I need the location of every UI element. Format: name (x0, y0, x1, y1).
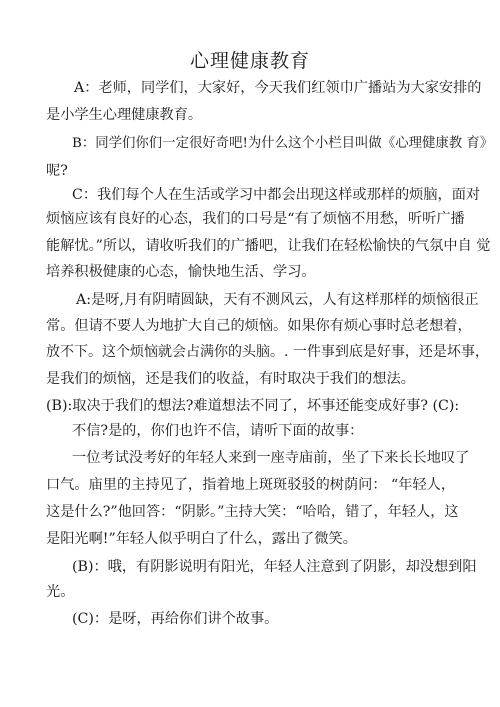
text-line-14: 不信?是的，你们也许不信，请听下面的故事： (72, 423, 364, 439)
text-line-17: 这是什么?”他回答：“阴影。”主持大笑：“哈哈，错了，年轻人，这 (46, 504, 459, 520)
text-line-1: A：老师，同学们，大家好，今天我们红领巾广播站为大家安排的 (74, 80, 482, 96)
text-line-18: 是阳光啊!”年轻人似乎明白了什么，露出了微笑。 (46, 531, 357, 547)
text-line-12: 是我们的烦恼，还是我们的收益，有时取决于我们的想法。 (46, 371, 415, 387)
text-line-9: A:是呀,月有阴晴圆缺，天有不测风云，人有这样那样的烦恼很正 (76, 292, 479, 308)
text-line-7: 能解忧。”所以，请收听我们的广播吧，让我们在轻松愉快的气氛中自 觉 (46, 238, 491, 254)
text-line-13: (B):取决于我们的想法?难道想法不同了，坏事还能变成好事? (C): (46, 398, 460, 414)
text-line-5: C：我们每个人在生活或学习中都会出现这样或那样的烦脑，面对 (72, 187, 481, 203)
text-line-16: 口气。庙里的主持见了，指着地上斑斑驳驳的树荫问： “年轻人， (46, 477, 456, 493)
text-line-8: 培养积极健康的心态，愉快地生活、学习。 (46, 264, 316, 280)
text-line-19: (B)：哦，有阴影说明有阳光，年轻人注意到了阴影，却没想到阳 (72, 559, 477, 575)
document-title: 心理健康教育 (189, 50, 310, 72)
text-line-20: 光。 (46, 584, 75, 600)
text-line-6: 烦恼应该有良好的心态，我们的口号是“有了烦恼不用愁，听听广播 (46, 211, 465, 227)
text-line-21: (C)：是呀，再给你们讲个故事。 (72, 611, 279, 627)
text-line-2: 是小学生心理健康教育。 (46, 107, 203, 123)
text-line-15: 一位考试没考好的年轻人来到一座寺庙前，坐了下来长长地叹了 (72, 450, 470, 466)
text-line-11: 放不下。这个烦恼就会占满你的头脑。. 一件事到底是好事，还是坏事， (46, 344, 489, 360)
text-line-10: 常。但请不要人为地扩大自己的烦恼。如果你有烦心事时总老想着， (46, 318, 472, 334)
text-line-3: B：同学们你们一定很好奇吧!为什么这个小栏目叫做《心理健康教 育》 (72, 136, 494, 151)
text-line-4: 呢? (46, 163, 68, 179)
